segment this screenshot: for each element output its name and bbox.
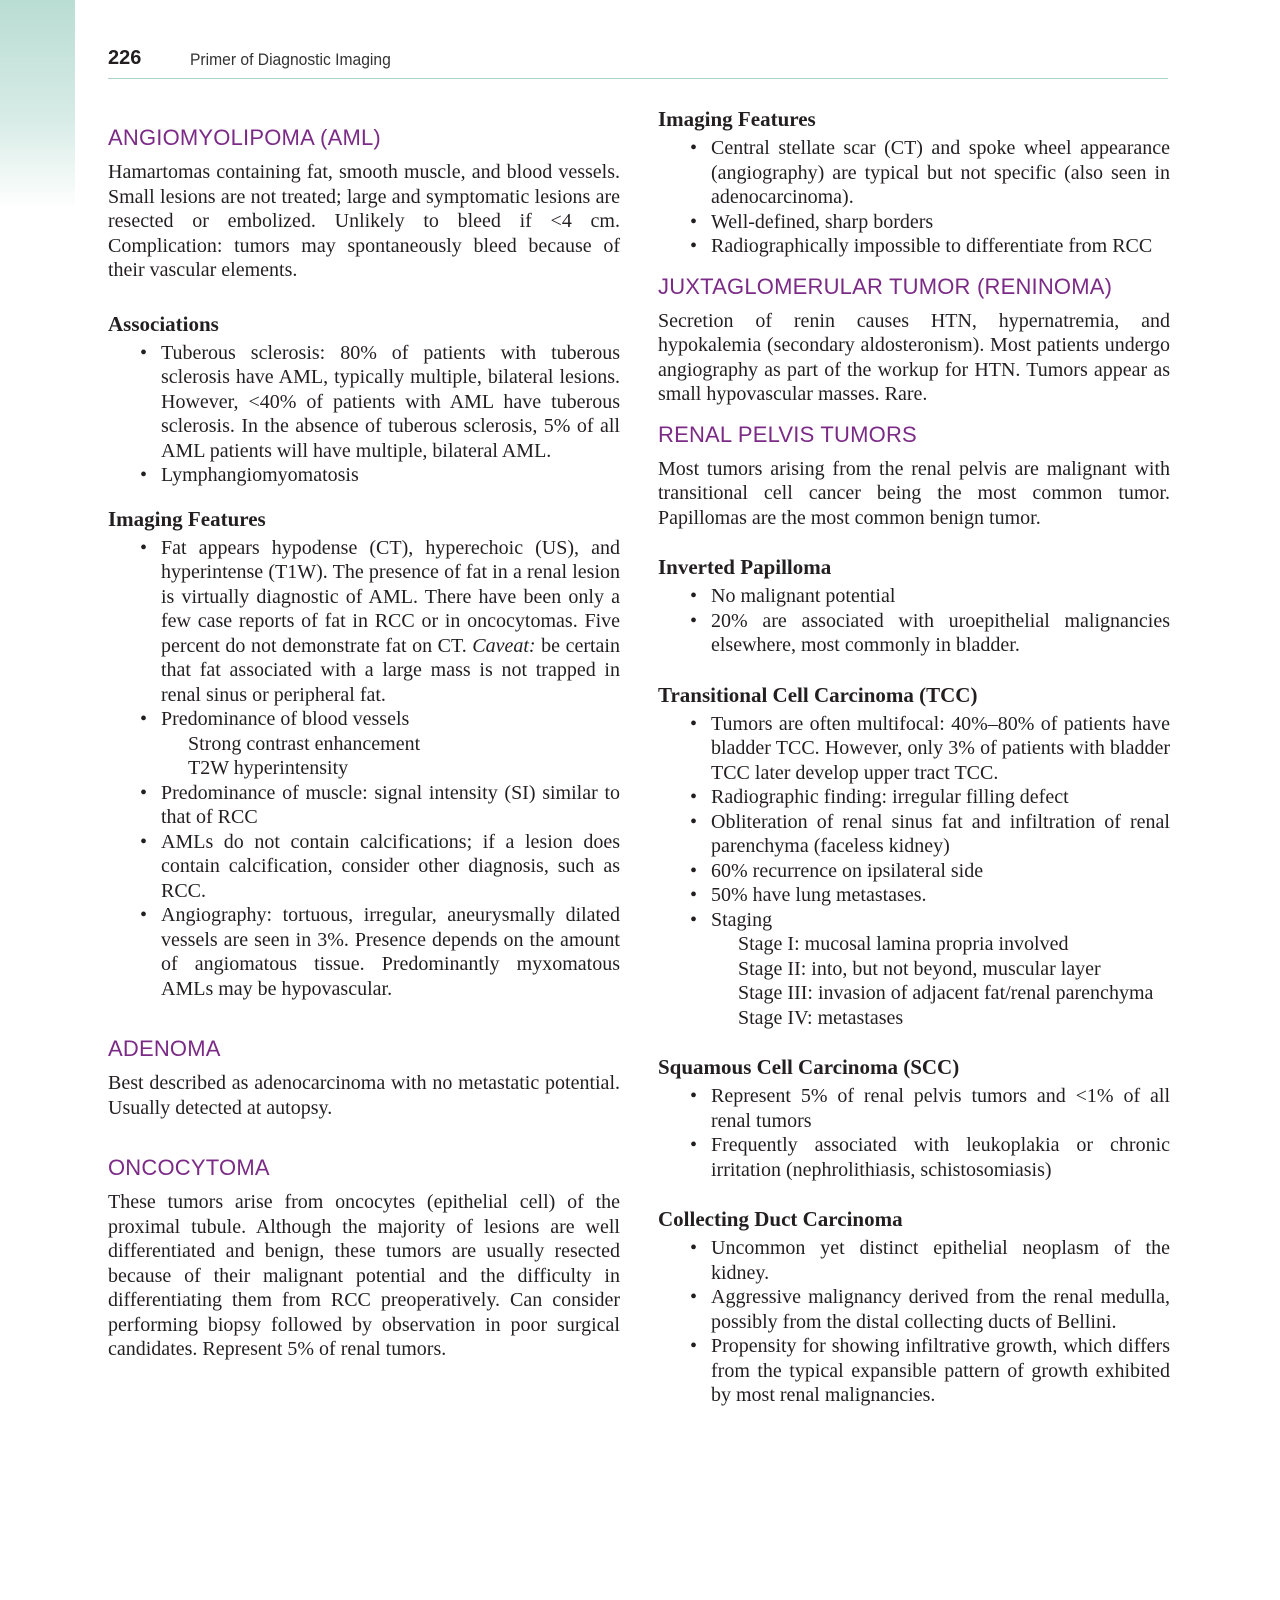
stage-item: Stage IV: metastases [738, 1006, 904, 1029]
imaging-features-list [658, 136, 1170, 259]
list-item: • Frequently associated with leukoplakia or chronic irritation (nephrolithiasis, schistosomiasis) [658, 1133, 1170, 1182]
list-item: • Aggressive malignancy derived from the renal medulla, possibly from the distal collecting ducts of Bellini. [658, 1285, 1170, 1334]
list-item: • Central stellate scar (CT) and spoke wheel appearance (angiography) are typical but not specific (also seen in adenocarcinoma). [658, 136, 1170, 210]
collecting-duct-list [658, 1236, 1170, 1408]
staging-label: Staging [711, 908, 773, 931]
stage-item: Stage III: invasion of adjacent fat/renal parenchyma [738, 982, 1154, 1004]
running-title: Primer of Diagnostic Imaging [190, 50, 391, 69]
section-adenoma [108, 1035, 620, 1120]
subheading-collecting-duct-carcinoma: Collecting Duct Carcinoma [658, 1207, 903, 1231]
left-column [108, 110, 620, 1362]
section-text: Best described as adenocarcinoma with no metastatic potential. Usually detected at autopsy. [108, 1072, 620, 1119]
list-item: • Obliteration of renal sinus fat and infiltration of renal parenchyma (faceless kidney) [658, 810, 1170, 859]
section-angiomyolipoma [108, 124, 620, 1001]
list-item-text: Predominance of blood vessels [161, 708, 410, 730]
list-item [108, 707, 620, 781]
section-text: These tumors arise from oncocytes (epithelial cell) of the proximal tubule. Although the majority of lesions are well differentiated and benign, these tumors are usually resected because of their malignant potential and the difficulty in differentiating them from RCC preoperatively. Can consider performing biopsy followed by observation in poor surgical candidates. Represent 5% of renal tumors. [108, 1191, 620, 1360]
inverted-papilloma-list [658, 584, 1170, 658]
subheading-scc: Squamous Cell Carcinoma (SCC) [658, 1055, 960, 1079]
list-item: • 60% recurrence on ipsilateral side [658, 859, 1170, 884]
imaging-features-list [108, 536, 620, 1002]
list-item-text: be certain that fat associated with a large mass is not trapped in renal sinus or peripheral fat. [161, 634, 620, 706]
list-item: • Uncommon yet distinct epithelial neoplasm of the kidney. [658, 1236, 1170, 1285]
section-oncocytoma [108, 1154, 620, 1362]
subheading-imaging-features: Imaging Features [658, 107, 816, 131]
sub-item: T2W hyperintensity [188, 757, 349, 779]
section-text: Secretion of renin causes HTN, hypernatremia, and hypokalemia (secondary aldosteronism). Most patients undergo angiography as part of the workup for HTN. Tumors appear as small hypovascular masses. Rare. [658, 309, 1170, 405]
list-item: • Represent 5% of renal pelvis tumors and <1% of all renal tumors [658, 1084, 1170, 1133]
section-heading: ANGIOMYOLIPOMA (AML) [108, 125, 381, 150]
list-item: • Well-defined, sharp borders [658, 210, 1170, 235]
subheading-tcc: Transitional Cell Carcinoma (TCC) [658, 682, 978, 707]
section-heading: RENAL PELVIS TUMORS [658, 421, 917, 447]
list-item: • Angiography: tortuous, irregular, aneurysmally dilated vessels are seen in 3%. Presence depends on the amount of angiomatous tissue. Predominantly myxomatous AMLs may be hypovascular. [108, 903, 620, 1001]
section-renal-pelvis-tumors [658, 421, 1170, 1408]
list-item: • No malignant potential [658, 584, 1170, 609]
list-item: • AMLs do not contain calcifications; if a lesion does contain calcification, consider other diagnosis, such as RCC. [108, 830, 620, 904]
subheading-imaging-features: Imaging Features [108, 506, 266, 531]
associations-list [108, 341, 620, 488]
list-item: • 50% have lung metastases. [658, 883, 1170, 908]
section-oncocytoma-imaging [658, 106, 1170, 259]
list-item: • Tumors are often multifocal: 40%–80% of patients have bladder TCC. However, only 3% of patients with bladder TCC later develop upper tract TCC. [658, 712, 1170, 786]
page-header [108, 44, 1168, 79]
list-item: • Radiographically impossible to differentiate from RCC [658, 234, 1170, 259]
list-item: • Propensity for showing infiltrative growth, which differs from the typical expansible pattern of growth exhibited by most renal malignancies. [658, 1334, 1170, 1408]
list-item [108, 536, 620, 708]
list-item: • Lymphangiomyomatosis [108, 463, 620, 488]
caveat-label: Caveat: [472, 634, 536, 657]
right-column [658, 107, 1170, 1408]
section-text: Most tumors arising from the renal pelvis are malignant with transitional cell cancer being the most common tumor. Papillomas are the most common benign tumor. [658, 457, 1170, 529]
tcc-list [658, 712, 1170, 1031]
stage-item: Stage II: into, but not beyond, muscular layer [738, 957, 1101, 980]
stage-item: Stage I: mucosal lamina propria involved [738, 933, 1069, 955]
sub-item: Strong contrast enhancement [188, 732, 421, 755]
list-item: • Predominance of muscle: signal intensity (SI) similar to that of RCC [108, 781, 620, 830]
list-item: • Tuberous sclerosis: 80% of patients with tuberous sclerosis have AML, typically multiple, bilateral lesions. However, <40% of patients with AML have tuberous sclerosis. In the absence of tuberous sclerosis, 5% of all AML patients will have multiple, bilateral AML. [108, 341, 620, 464]
section-heading: ADENOMA [108, 1036, 221, 1061]
corner-accent-tab [0, 0, 75, 210]
subheading-associations: Associations [108, 311, 219, 336]
page-number: 226 [108, 47, 142, 69]
section-heading: JUXTAGLOMERULAR TUMOR (RENINOMA) [658, 273, 1113, 299]
list-item: • 20% are associated with uroepithelial malignancies elsewhere, most commonly in bladder. [658, 609, 1170, 658]
list-item: • Radiographic finding: irregular filling defect [658, 785, 1170, 810]
section-juxtaglomerular-tumor [658, 273, 1170, 407]
list-item [658, 908, 1170, 1031]
subheading-inverted-papilloma: Inverted Papilloma [658, 555, 832, 579]
section-intro: Hamartomas containing fat, smooth muscle, and blood vessels. Small lesions are not treated; large and symptomatic lesions are resected or embolized. Unlikely to bleed if <4 cm. Complication: tumors may spontaneously bleed because of their vascular elements. [108, 161, 620, 281]
scc-list [658, 1084, 1170, 1182]
list-item-text: Fat appears hypodense (CT), hyperechoic (US), and hyperintense (T1W). The presence of fat in a renal lesion is virtually diagnostic of AML. There have been only a few case reports of fat in RCC or in oncocytomas. Five percent do not demonstrate fat on CT. [161, 536, 620, 657]
section-heading: ONCOCYTOMA [108, 1155, 270, 1180]
